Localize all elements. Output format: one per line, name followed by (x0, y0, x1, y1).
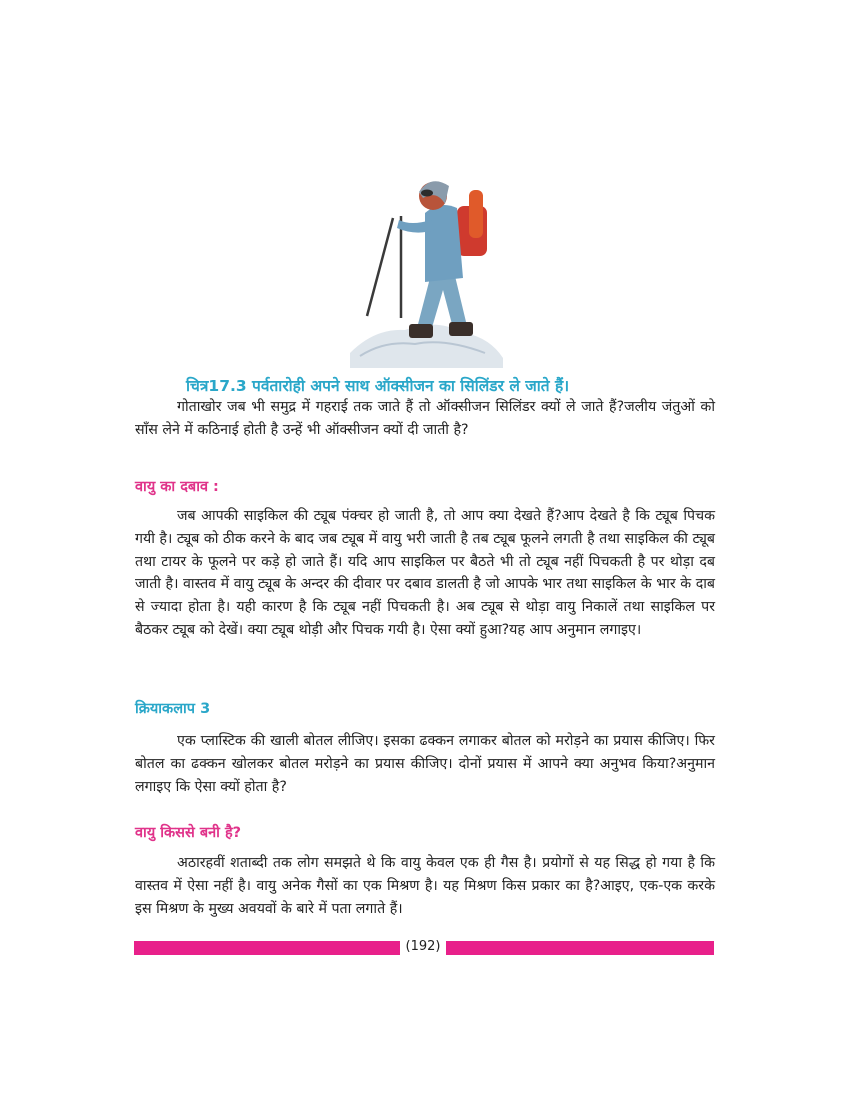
figure-caption: चित्र17.3 पर्वतारोही अपने साथ ऑक्सीजन का सिलिंडर ले जाते हैं। (186, 377, 570, 395)
activity-paragraph: एक प्लास्टिक की खाली बोतल लीजिए। इसका ढक्कन लगाकर बोतल को मरोड़ने का प्रयास कीजिए। फिर बोतल का ढक्कन खोलकर बोतल मरोड़ने का प्रयास कीजिए। दोनों प्रयास में आपने क्या अनुभव किया?अनुमान लगाइए कि ऐसा क्यों होता है? (135, 733, 715, 795)
boot-right (449, 322, 473, 336)
goggles (421, 190, 433, 197)
oxygen-cylinder (469, 190, 483, 238)
footer-bar-right (446, 941, 714, 955)
air-composition-paragraph: अठारहवीं शताब्दी तक लोग समझते थे कि वायु केवल एक ही गैस है। प्रयोगों से यह सिद्ध हो गया है कि वास्तव में ऐसा नहीं है। वायु अनेक गैसों का एक मिश्रण है। यह मिश्रण किस प्रकार का है?आइए, एक-एक करके इस मिश्रण के मुख्य अवयवों के बारे में पता लगाते हैं। (135, 855, 715, 917)
heading-air-pressure: वायु का दबाव : (135, 479, 219, 495)
arm (397, 220, 435, 233)
footer-bar-left (134, 941, 400, 955)
air-pressure-paragraph: जब आपकी साइकिल की ट्यूब पंक्चर हो जाती है, तो आप क्या देखते हैं?आप देखते है कि ट्यूब पिचक गयी है। ट्यूब को ठीक करने के बाद जब ट्यूब में वायु भरी जाती है तब ट्यूब फूलने लगती है तथा साइकिल की ट्यूब तथा टायर के फूलने पर कड़े हो जाते हैं। यदि आप साइकिल पर बैठते भी तो ट्यूब नहीं पिचकती है पर थोड़ा दब जाती है। वास्तव में वायु ट्यूब के अन्दर की दीवार पर दबाव डालती है जो आपके भार तथा साइकिल के भार के दाब से ज्यादा होता है। यही कारण है कि ट्यूब नहीं पिचकती है। अब ट्यूब से थोड़ा वायु निकालें तथा साइकिल पर बैठकर ट्यूब को देखें। क्या ट्यूब थोड़ी और पिचक गयी है। ऐसा क्यों हुआ?यह आप अनुमान लगाइए। (135, 508, 715, 638)
intro-paragraph: गोताखोर जब भी समुद्र में गहराई तक जाते हैं तो ऑक्सीजन सिलिंडर क्यों ले जाते हैं?जलीय जंतुओं को साँस लेने में कठिनाई होती है उन्हें भी ऑक्सीजन क्यों दी जाती है? (135, 399, 715, 438)
heading-air-composition: वायु किससे बनी है? (135, 825, 242, 841)
heading-activity-3: क्रियाकलाप 3 (135, 701, 211, 717)
mountaineer-illustration (345, 168, 505, 368)
boot-left (409, 324, 433, 338)
trekking-pole-left (367, 218, 393, 316)
page-number: (192) (405, 939, 441, 954)
jacket (425, 205, 463, 282)
